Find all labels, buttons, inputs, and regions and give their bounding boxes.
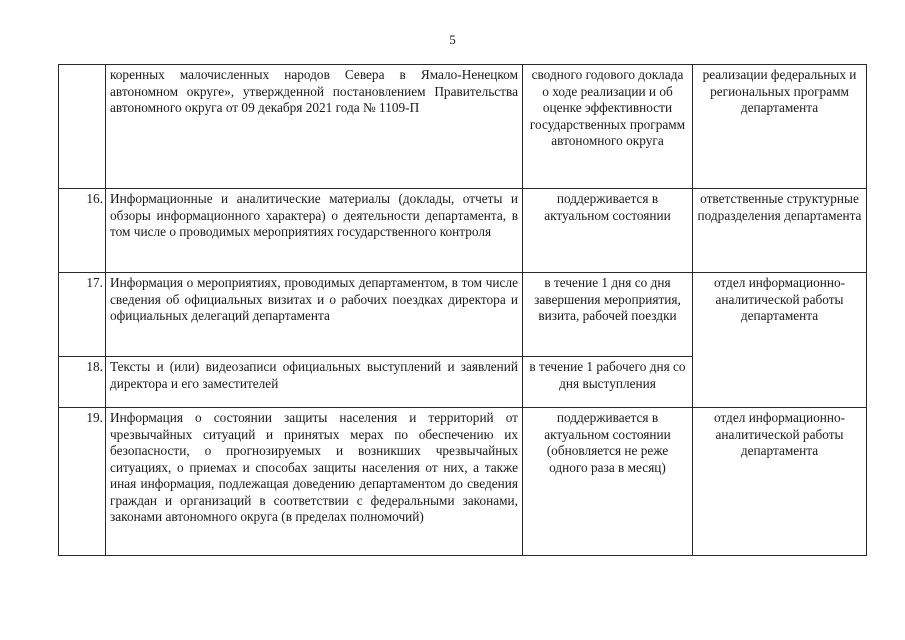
page-number: 5 <box>449 32 456 47</box>
table-row <box>59 65 867 189</box>
row-period: в течение 1 рабочего дня со дня выступления <box>523 357 693 408</box>
row-period: в течение 1 дня со дня завершения мероприятия, визита, рабочей поездки <box>523 273 693 357</box>
row-responsible: отдел информационно-аналитической работы департамента <box>693 408 867 556</box>
row-responsible: ответственные структурные подразделения департамента <box>693 189 867 273</box>
row-number: 18. <box>59 357 106 408</box>
row-number <box>59 65 106 189</box>
row-description: Тексты и (или) видеозаписи официальных выступлений и заявлений директора и его заместителей <box>106 357 523 408</box>
row-period: поддерживается в актуальном состоянии (обновляется не реже одного раза в месяц) <box>523 408 693 556</box>
row-number: 17. <box>59 273 106 357</box>
row-responsible: отдел информационно-аналитической работы департамента <box>693 273 867 408</box>
row-description: Информация о мероприятиях, проводимых департаментом, в том числе сведения об официальных визитах и о рабочих поездках директора и официальных делегаций департамента <box>106 273 523 357</box>
row-period: сводного годового доклада о ходе реализации и об оценке эффективности государственных программ автономного округа <box>523 65 693 189</box>
row-period: поддерживается в актуальном состоянии <box>523 189 693 273</box>
table-row <box>59 273 867 357</box>
table-row <box>59 408 867 556</box>
row-description: Информационные и аналитические материалы (доклады, отчеты и обзоры информационного характера) о деятельности департамента, в том числе о проводимых мероприятиях государственного контроля <box>106 189 523 273</box>
info-table <box>58 64 867 556</box>
row-description: Информация о состоянии защиты населения и территорий от чрезвычайных ситуаций и принятых мерах по обеспечению их безопасности, о прогнозируемых и возникших чрезвычайных ситуациях, о приемах и способах защиты населения от них, а также иная информация, подлежащая доведению департаментом до сведения граждан и организаций в соответствии с федеральными законами, законами автономного округа (в пределах полномочий) <box>106 408 523 556</box>
row-responsible: реализации федеральных и региональных программ департамента <box>693 65 867 189</box>
table-row <box>59 189 867 273</box>
row-description: коренных малочисленных народов Севера в Ямало-Ненецком автономном округе», утвержденной постановлением Правительства автономного округа от 09 декабря 2021 года № 1109-П <box>106 65 523 189</box>
row-number: 19. <box>59 408 106 556</box>
row-number: 16. <box>59 189 106 273</box>
